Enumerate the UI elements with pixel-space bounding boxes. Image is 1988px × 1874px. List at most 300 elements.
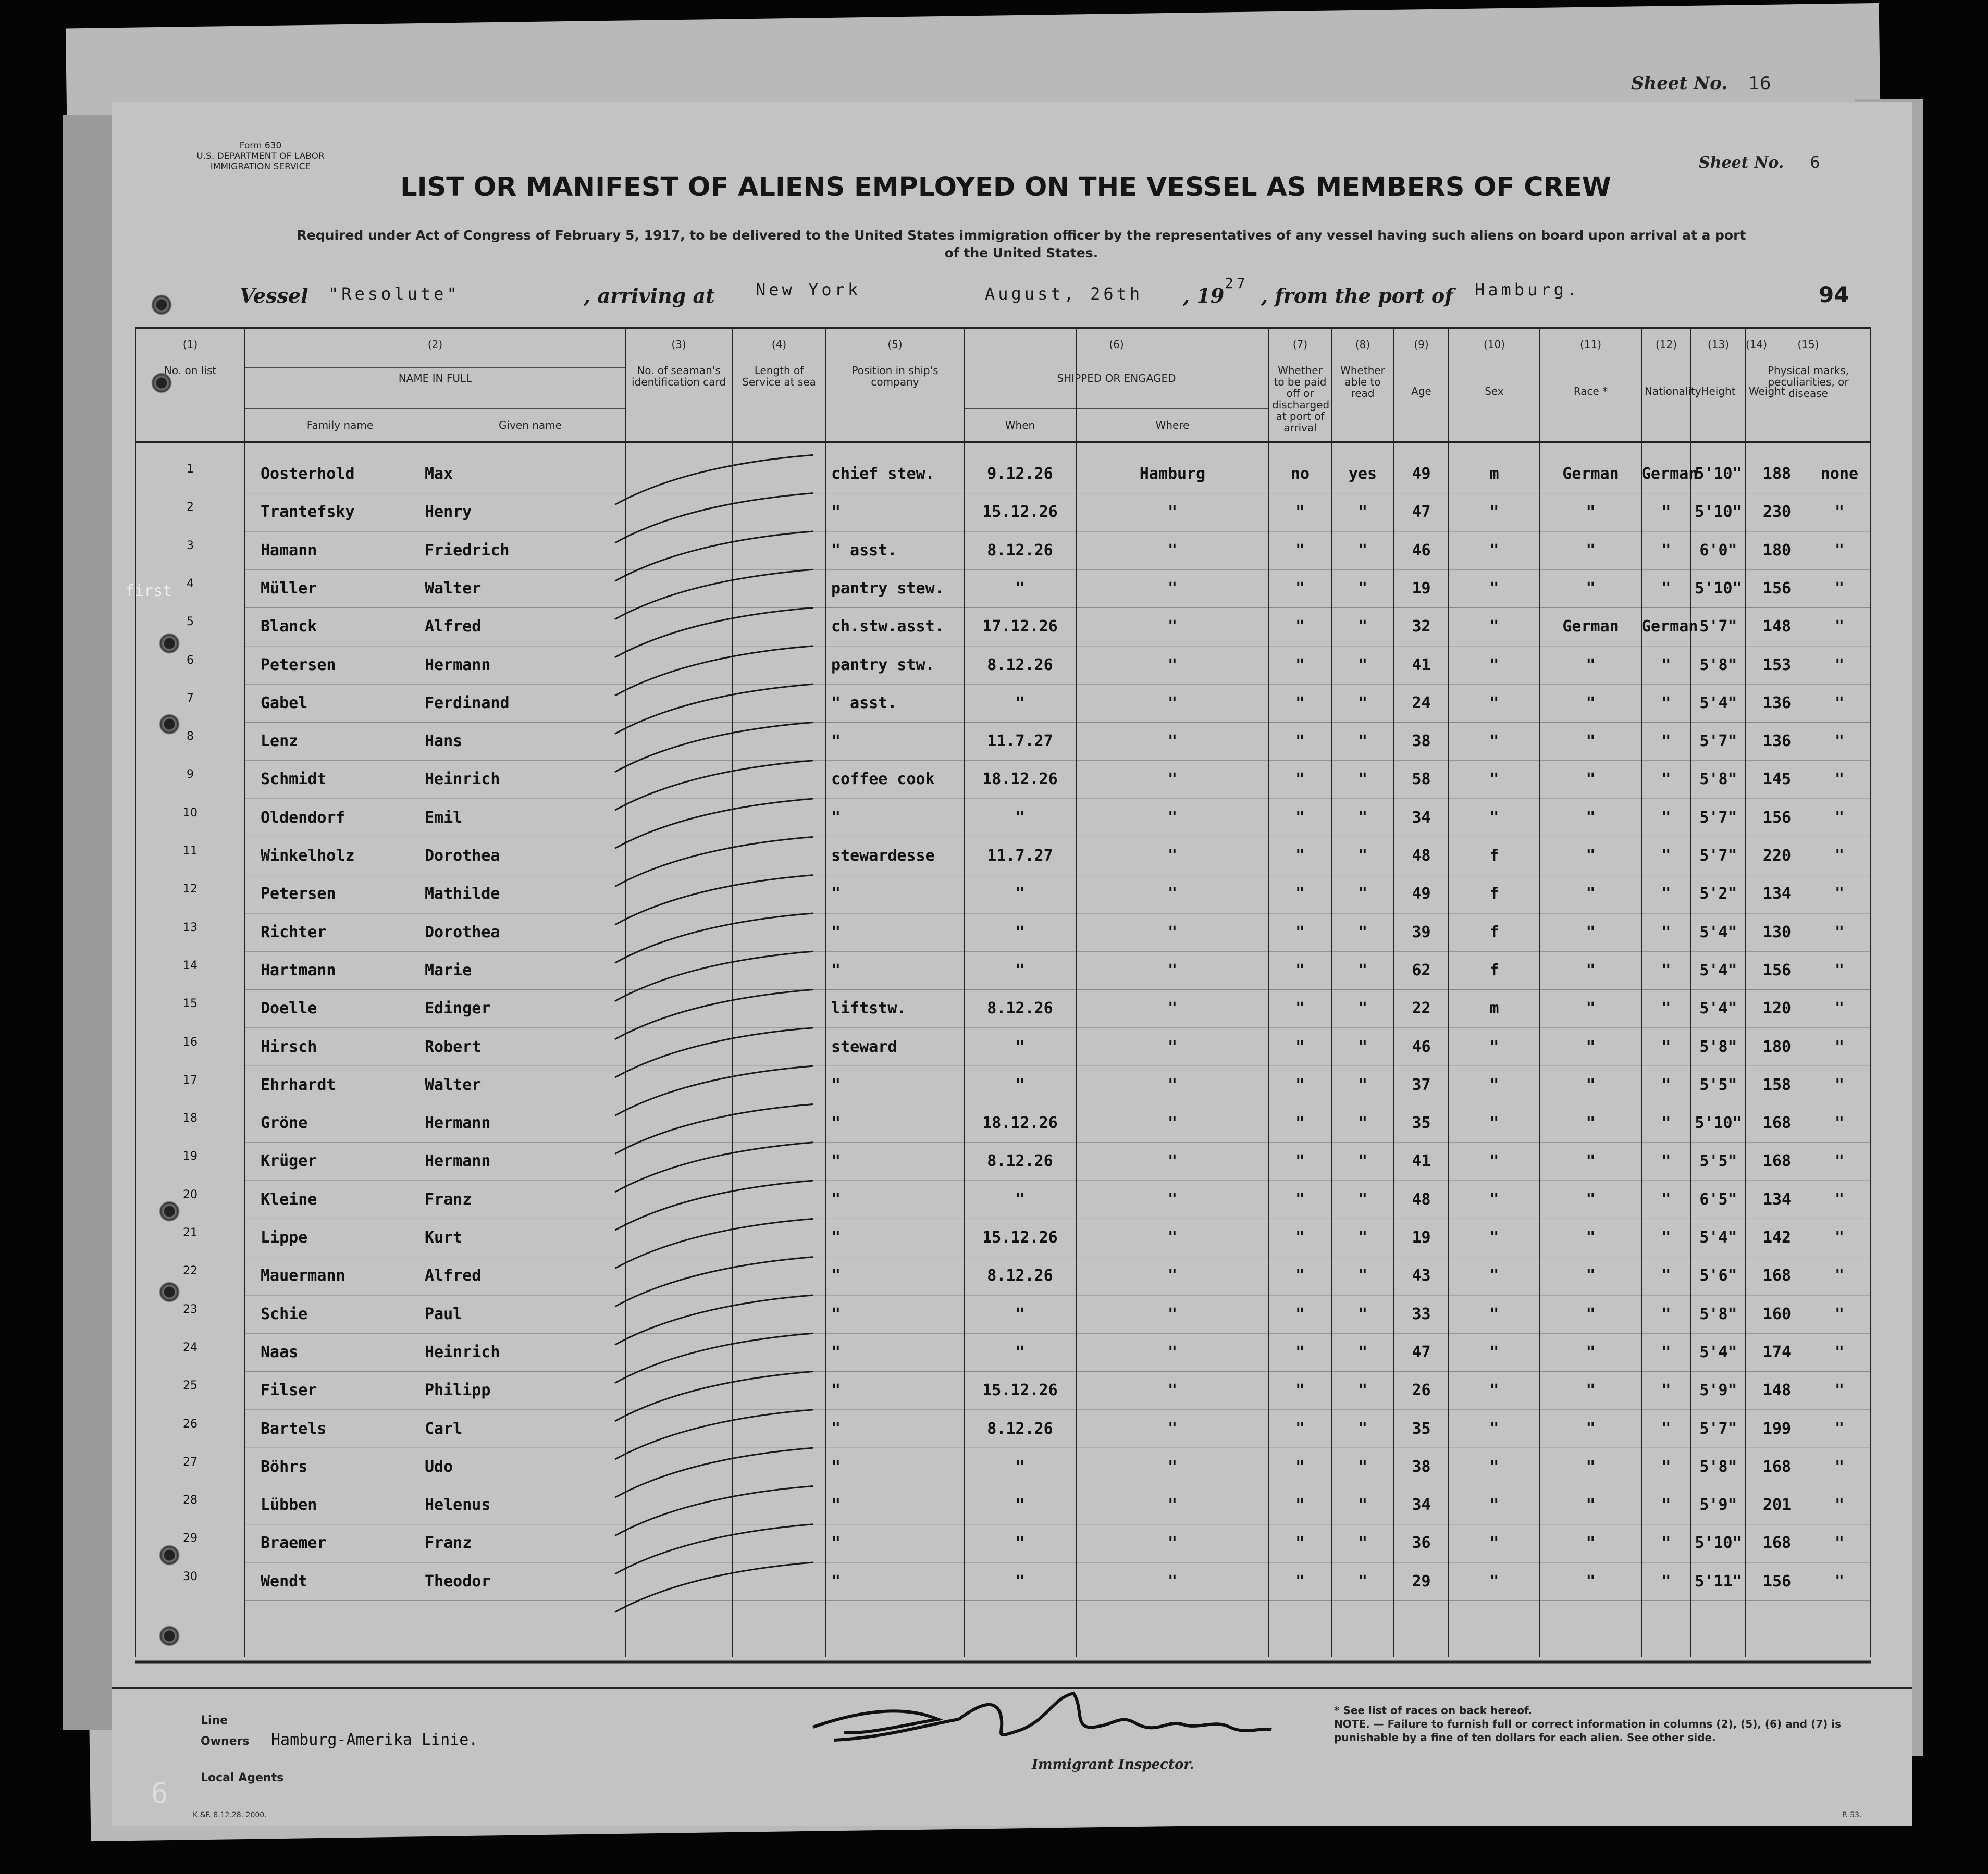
row-4-where: " — [1167, 579, 1178, 598]
row-14-given: Marie — [425, 961, 472, 979]
row-13-paid: " — [1295, 923, 1305, 941]
row-2-race: " — [1586, 503, 1596, 522]
row-9-when: 18.12.26 — [982, 770, 1058, 789]
row-23-position: " — [831, 1305, 841, 1323]
row-19-no: 19 — [183, 1150, 197, 1163]
row-7-position: " asst. — [831, 693, 897, 712]
row-15-age: 22 — [1412, 999, 1431, 1018]
row-3-family: Hamann — [261, 541, 317, 560]
row-25-sex: " — [1489, 1381, 1499, 1400]
row-3-no: 3 — [187, 539, 194, 552]
row-7-where: " — [1167, 693, 1178, 712]
row-22-position: " — [831, 1267, 841, 1285]
row-26-read: " — [1357, 1419, 1368, 1438]
header-c10-num: (10) — [1483, 338, 1505, 351]
row-28-sex: " — [1489, 1496, 1499, 1515]
row-1-race: German — [1562, 465, 1619, 483]
row-13-weight: 130 — [1762, 923, 1792, 941]
row-13-sex: f — [1489, 923, 1499, 941]
row-7-given: Ferdinand — [425, 693, 510, 712]
row-26-nat: " — [1661, 1419, 1671, 1438]
row-26-where: " — [1167, 1419, 1178, 1438]
row-15-family: Doelle — [261, 999, 317, 1018]
row-17-race: " — [1586, 1075, 1596, 1094]
row-1-weight: 188 — [1762, 465, 1792, 483]
row-11-marks: " — [1834, 847, 1845, 865]
row-13-age: 39 — [1412, 923, 1431, 941]
vessel-number: 94 — [1819, 282, 1849, 307]
header-c3-label: No. of seaman's identification card — [632, 364, 726, 388]
row-16-race: " — [1586, 1037, 1596, 1056]
row-24-when: " — [1015, 1343, 1025, 1361]
row-17-height: 5'5" — [1699, 1075, 1737, 1094]
row-12-given: Mathilde — [425, 885, 500, 903]
row-18-marks: " — [1834, 1114, 1845, 1133]
row-30-position: " — [831, 1572, 841, 1591]
row-22-height: 5'6" — [1699, 1267, 1737, 1285]
row-18-where: " — [1167, 1114, 1178, 1133]
row-1-nat: German — [1641, 465, 1698, 483]
row-23-height: 5'8" — [1699, 1305, 1737, 1323]
row-12-no: 12 — [183, 883, 197, 896]
row-14-no: 14 — [183, 959, 197, 972]
row-26-paid: " — [1295, 1419, 1305, 1438]
row-11-where: " — [1167, 847, 1178, 865]
row-5-age: 32 — [1412, 617, 1431, 636]
row-15-weight: 120 — [1762, 999, 1792, 1018]
row-6-read: " — [1357, 655, 1368, 674]
header-c3-num: (3) — [671, 338, 686, 351]
row-28-age: 34 — [1412, 1496, 1431, 1515]
row-8-race: " — [1586, 732, 1596, 751]
row-29-position: " — [831, 1534, 841, 1553]
row-8-given: Hans — [425, 732, 463, 751]
row-5-height: 5'7" — [1699, 617, 1737, 636]
row-11-age: 48 — [1412, 847, 1431, 865]
row-16-given: Robert — [425, 1037, 481, 1056]
row-29-family: Braemer — [261, 1534, 327, 1553]
row-11-position: stewardesse — [831, 847, 935, 865]
row-27-read: " — [1357, 1457, 1368, 1476]
row-13-when: " — [1015, 923, 1025, 941]
row-16-when: " — [1015, 1037, 1025, 1056]
row-9-paid: " — [1295, 770, 1305, 789]
row-22-given: Alfred — [425, 1267, 481, 1285]
row-6-weight: 153 — [1762, 655, 1792, 674]
row-18-no: 18 — [183, 1112, 197, 1125]
row-23-nat: " — [1661, 1305, 1671, 1323]
year-prefix: , 19 — [1183, 284, 1225, 307]
row-9-given: Heinrich — [425, 770, 500, 789]
row-18-race: " — [1586, 1114, 1596, 1133]
row-5-family: Blanck — [261, 617, 317, 636]
row-26-weight: 199 — [1762, 1419, 1792, 1438]
row-27-paid: " — [1295, 1457, 1305, 1476]
row-15-no: 15 — [183, 997, 197, 1011]
row-15-read: " — [1357, 999, 1368, 1018]
row-6-nat: " — [1661, 655, 1671, 674]
row-3-sex: " — [1489, 541, 1499, 560]
row-9-marks: " — [1834, 770, 1845, 789]
row-26-race: " — [1586, 1419, 1596, 1438]
row-11-weight: 220 — [1762, 847, 1792, 865]
row-13-family: Richter — [261, 923, 327, 941]
header-c6-where: Where — [1155, 419, 1190, 431]
row-22-age: 43 — [1412, 1267, 1431, 1285]
row-6-family: Petersen — [261, 655, 336, 674]
row-21-age: 19 — [1412, 1228, 1431, 1247]
row-25-when: 15.12.26 — [982, 1381, 1058, 1400]
row-3-height: 6'0" — [1699, 541, 1737, 560]
header-c2-num: (2) — [427, 338, 443, 351]
row-4-when: " — [1015, 579, 1025, 598]
row-24-age: 47 — [1412, 1343, 1431, 1361]
row-7-when: " — [1015, 693, 1025, 712]
row-8-sex: " — [1489, 732, 1499, 751]
row-26-when: 8.12.26 — [987, 1419, 1053, 1438]
margin-note: first — [125, 582, 172, 600]
row-5-read: " — [1357, 617, 1368, 636]
row-22-when: 8.12.26 — [987, 1267, 1053, 1285]
row-30-sex: " — [1489, 1572, 1499, 1591]
row-24-family: Naas — [261, 1343, 299, 1361]
row-1-where: Hamburg — [1139, 465, 1206, 483]
row-22-read: " — [1357, 1267, 1368, 1285]
row-14-age: 62 — [1412, 961, 1431, 979]
row-29-read: " — [1357, 1534, 1368, 1553]
row-12-when: " — [1015, 885, 1025, 903]
row-5-position: ch.stw.asst. — [831, 617, 944, 636]
arrival-date: August, 26th — [985, 284, 1143, 304]
row-30-marks: " — [1834, 1572, 1845, 1591]
row-14-paid: " — [1295, 961, 1305, 979]
row-16-position: steward — [831, 1037, 897, 1056]
row-17-marks: " — [1834, 1075, 1845, 1094]
row-4-given: Walter — [425, 579, 481, 598]
row-13-read: " — [1357, 923, 1368, 941]
row-21-when: 15.12.26 — [982, 1228, 1058, 1247]
row-10-family: Oldendorf — [261, 808, 345, 827]
row-26-no: 26 — [183, 1417, 197, 1431]
row-28-given: Helenus — [425, 1496, 491, 1515]
row-10-weight: 156 — [1762, 808, 1792, 827]
row-6-position: pantry stw. — [831, 655, 935, 674]
row-24-sex: " — [1489, 1343, 1499, 1361]
row-8-where: " — [1167, 732, 1178, 751]
row-3-age: 46 — [1412, 541, 1431, 560]
row-24-paid: " — [1295, 1343, 1305, 1361]
owners-label: Owners — [201, 1735, 250, 1748]
row-28-no: 28 — [183, 1494, 197, 1507]
row-24-height: 5'4" — [1699, 1343, 1737, 1361]
row-24-read: " — [1357, 1343, 1368, 1361]
row-2-paid: " — [1295, 503, 1305, 522]
row-17-family: Ehrhardt — [261, 1075, 336, 1094]
row-18-height: 5'10" — [1695, 1114, 1742, 1133]
row-11-nat: " — [1661, 847, 1671, 865]
header-c12-label: Nationality — [1645, 385, 1701, 398]
row-17-no: 17 — [183, 1073, 197, 1087]
row-27-no: 27 — [183, 1455, 197, 1469]
row-7-no: 7 — [187, 691, 194, 705]
row-11-read: " — [1357, 847, 1368, 865]
row-12-position: " — [831, 885, 841, 903]
row-16-no: 16 — [183, 1035, 197, 1049]
row-2-where: " — [1167, 503, 1178, 522]
row-2-weight: 230 — [1762, 503, 1792, 522]
row-18-paid: " — [1295, 1114, 1305, 1133]
row-6-when: 8.12.26 — [987, 655, 1053, 674]
row-17-sex: " — [1489, 1075, 1499, 1094]
row-26-sex: " — [1489, 1419, 1499, 1438]
row-2-given: Henry — [425, 503, 472, 522]
row-4-height: 5'10" — [1695, 579, 1742, 598]
row-19-race: " — [1586, 1152, 1596, 1171]
print-code: K.&F. 8.12.28. 2000. — [193, 1811, 267, 1819]
row-9-age: 58 — [1412, 770, 1431, 789]
row-23-age: 33 — [1412, 1305, 1431, 1323]
row-16-height: 5'8" — [1699, 1037, 1737, 1056]
header-c6-when: When — [1005, 419, 1035, 431]
row-29-when: " — [1015, 1534, 1025, 1553]
row-21-where: " — [1167, 1228, 1178, 1247]
row-11-family: Winkelholz — [261, 847, 355, 865]
row-12-age: 49 — [1412, 885, 1431, 903]
row-1-when: 9.12.26 — [987, 465, 1053, 483]
row-20-nat: " — [1661, 1190, 1671, 1209]
row-3-marks: " — [1834, 541, 1845, 560]
row-22-marks: " — [1834, 1267, 1845, 1285]
row-7-height: 5'4" — [1699, 693, 1737, 712]
row-24-where: " — [1167, 1343, 1178, 1361]
row-19-when: 8.12.26 — [987, 1152, 1053, 1171]
header-c8-num: (8) — [1355, 338, 1370, 351]
line-label: Line — [201, 1714, 228, 1727]
row-9-read: " — [1357, 770, 1368, 789]
row-5-race: German — [1562, 617, 1619, 636]
header-c2-family: Family name — [306, 419, 374, 431]
row-12-race: " — [1586, 885, 1596, 903]
row-2-position: " — [831, 503, 841, 522]
row-19-sex: " — [1489, 1152, 1499, 1171]
row-5-paid: " — [1295, 617, 1305, 636]
row-16-nat: " — [1661, 1037, 1671, 1056]
row-1-position: chief stew. — [831, 465, 935, 483]
vessel-label: Vessel — [240, 284, 308, 307]
row-11-height: 5'7" — [1699, 847, 1737, 865]
row-13-height: 5'4" — [1699, 923, 1737, 941]
row-15-where: " — [1167, 999, 1178, 1018]
row-23-when: " — [1015, 1305, 1025, 1323]
row-20-no: 20 — [183, 1188, 197, 1201]
row-30-when: " — [1015, 1572, 1025, 1591]
row-23-family: Schie — [261, 1305, 308, 1323]
row-10-where: " — [1167, 808, 1178, 827]
from-label: , from the port of — [1261, 284, 1453, 307]
row-9-sex: " — [1489, 770, 1499, 789]
row-20-age: 48 — [1412, 1190, 1431, 1209]
row-30-family: Wendt — [261, 1572, 308, 1591]
row-15-position: liftstw. — [831, 999, 907, 1018]
header-c4-label: Length of Service at sea — [742, 364, 816, 388]
row-8-nat: " — [1661, 732, 1671, 751]
row-28-position: " — [831, 1496, 841, 1515]
row-28-when: " — [1015, 1496, 1025, 1515]
row-7-weight: 136 — [1762, 693, 1792, 712]
row-21-family: Lippe — [261, 1228, 308, 1247]
row-12-nat: " — [1661, 885, 1671, 903]
row-4-marks: " — [1834, 579, 1845, 598]
row-29-marks: " — [1834, 1534, 1845, 1553]
row-3-paid: " — [1295, 541, 1305, 560]
row-20-paid: " — [1295, 1190, 1305, 1209]
row-19-position: " — [831, 1152, 841, 1171]
row-2-nat: " — [1661, 503, 1671, 522]
arriving-label: , arriving at — [584, 284, 715, 307]
row-15-race: " — [1586, 999, 1596, 1018]
row-8-family: Lenz — [261, 732, 299, 751]
row-23-read: " — [1357, 1305, 1368, 1323]
row-26-height: 5'7" — [1699, 1419, 1737, 1438]
row-24-given: Heinrich — [425, 1343, 500, 1361]
header-c10-label: Sex — [1485, 385, 1504, 398]
page-code: P. 53. — [1842, 1811, 1862, 1819]
row-6-sex: " — [1489, 655, 1499, 674]
row-6-paid: " — [1295, 655, 1305, 674]
row-27-given: Udo — [425, 1457, 453, 1476]
sheet-number: Sheet No. 6 — [1699, 154, 1820, 172]
row-9-race: " — [1586, 770, 1596, 789]
row-30-race: " — [1586, 1572, 1596, 1591]
row-12-family: Petersen — [261, 885, 336, 903]
row-6-marks: " — [1834, 655, 1845, 674]
row-25-weight: 148 — [1762, 1381, 1792, 1400]
row-17-when: " — [1015, 1075, 1025, 1094]
row-21-position: " — [831, 1228, 841, 1247]
row-28-marks: " — [1834, 1496, 1845, 1515]
row-4-no: 4 — [187, 577, 194, 590]
page-title: LIST OR MANIFEST OF ALIENS EMPLOYED ON THE VESSEL AS MEMBERS OF CREW — [400, 172, 1611, 203]
row-19-read: " — [1357, 1152, 1368, 1171]
row-19-marks: " — [1834, 1152, 1845, 1171]
row-23-race: " — [1586, 1305, 1596, 1323]
header-c2-given: Given name — [499, 419, 562, 431]
row-27-weight: 168 — [1762, 1457, 1792, 1476]
row-28-race: " — [1586, 1496, 1596, 1515]
row-19-weight: 168 — [1762, 1152, 1792, 1171]
row-18-given: Hermann — [425, 1114, 491, 1133]
row-25-marks: " — [1834, 1381, 1845, 1400]
row-24-race: " — [1586, 1343, 1596, 1361]
row-10-when: " — [1015, 808, 1025, 827]
row-3-race: " — [1586, 541, 1596, 560]
header-c11-num: (11) — [1579, 338, 1602, 351]
row-19-height: 5'5" — [1699, 1152, 1737, 1171]
row-29-race: " — [1586, 1534, 1596, 1553]
row-2-marks: " — [1834, 503, 1845, 522]
row-22-paid: " — [1295, 1267, 1305, 1285]
row-12-height: 5'2" — [1699, 885, 1737, 903]
row-7-nat: " — [1661, 693, 1671, 712]
row-7-paid: " — [1295, 693, 1305, 712]
row-17-age: 37 — [1412, 1075, 1431, 1094]
header-c15-label: Physical marks, peculiarities, or disease — [1767, 364, 1849, 400]
row-23-no: 23 — [183, 1302, 197, 1316]
owners-value: Hamburg-Amerika Linie. — [271, 1731, 478, 1749]
row-24-nat: " — [1661, 1343, 1671, 1361]
row-21-height: 5'4" — [1699, 1228, 1737, 1247]
row-11-given: Dorothea — [425, 847, 500, 865]
row-16-age: 46 — [1412, 1037, 1431, 1056]
row-19-paid: " — [1295, 1152, 1305, 1171]
row-8-read: " — [1357, 732, 1368, 751]
row-1-given: Max — [425, 465, 453, 483]
row-10-given: Emil — [425, 808, 463, 827]
row-25-paid: " — [1295, 1381, 1305, 1400]
row-4-weight: 156 — [1762, 579, 1792, 598]
row-4-age: 19 — [1412, 579, 1431, 598]
row-27-age: 38 — [1412, 1457, 1431, 1476]
row-25-no: 25 — [183, 1379, 197, 1393]
row-29-sex: " — [1489, 1534, 1499, 1553]
inspector-signature — [802, 1678, 1324, 1766]
row-5-weight: 148 — [1762, 617, 1792, 636]
row-9-where: " — [1167, 770, 1178, 789]
header-c4-num: (4) — [771, 338, 787, 351]
row-9-no: 9 — [187, 768, 194, 781]
row-13-position: " — [831, 923, 841, 941]
row-9-height: 5'8" — [1699, 770, 1737, 789]
row-17-read: " — [1357, 1075, 1368, 1094]
row-10-paid: " — [1295, 808, 1305, 827]
row-17-position: " — [831, 1075, 841, 1094]
row-21-sex: " — [1489, 1228, 1499, 1247]
row-27-family: Böhrs — [261, 1457, 308, 1476]
row-2-age: 47 — [1412, 503, 1431, 522]
row-28-height: 5'9" — [1699, 1496, 1737, 1515]
row-2-read: " — [1357, 503, 1368, 522]
row-4-position: pantry stew. — [831, 579, 944, 598]
departure-port: Hamburg. — [1475, 280, 1580, 300]
row-1-height: 5'10" — [1695, 465, 1742, 483]
row-1-sex: m — [1489, 465, 1499, 483]
row-25-family: Filser — [261, 1381, 317, 1400]
row-30-height: 5'11" — [1695, 1572, 1742, 1591]
row-5-nat: German — [1641, 617, 1698, 636]
header-c12-num: (12) — [1655, 338, 1677, 351]
row-2-family: Trantefsky — [261, 503, 355, 522]
row-20-height: 6'5" — [1699, 1190, 1737, 1209]
row-30-paid: " — [1295, 1572, 1305, 1591]
row-15-paid: " — [1295, 999, 1305, 1018]
row-17-given: Walter — [425, 1075, 481, 1094]
row-13-nat: " — [1661, 923, 1671, 941]
row-1-read: yes — [1348, 465, 1377, 483]
row-20-read: " — [1357, 1190, 1368, 1209]
row-25-read: " — [1357, 1381, 1368, 1400]
row-15-when: 8.12.26 — [987, 999, 1053, 1018]
row-10-position: " — [831, 808, 841, 827]
row-25-nat: " — [1661, 1381, 1671, 1400]
row-27-race: " — [1586, 1457, 1596, 1476]
row-25-given: Philipp — [425, 1381, 491, 1400]
row-10-height: 5'7" — [1699, 808, 1737, 827]
row-5-marks: " — [1834, 617, 1845, 636]
header-c6-label: SHIPPED OR ENGAGED — [1057, 372, 1176, 384]
row-9-position: coffee cook — [831, 770, 935, 789]
row-30-no: 30 — [183, 1570, 197, 1583]
footnote: * See list of races on back hereof. NOTE. — Failure to furnish full or correct information in columns (2), (5), (6) and (7) is punishable by a fine of ten dollars for each alien. See other side. — [1334, 1704, 1841, 1744]
